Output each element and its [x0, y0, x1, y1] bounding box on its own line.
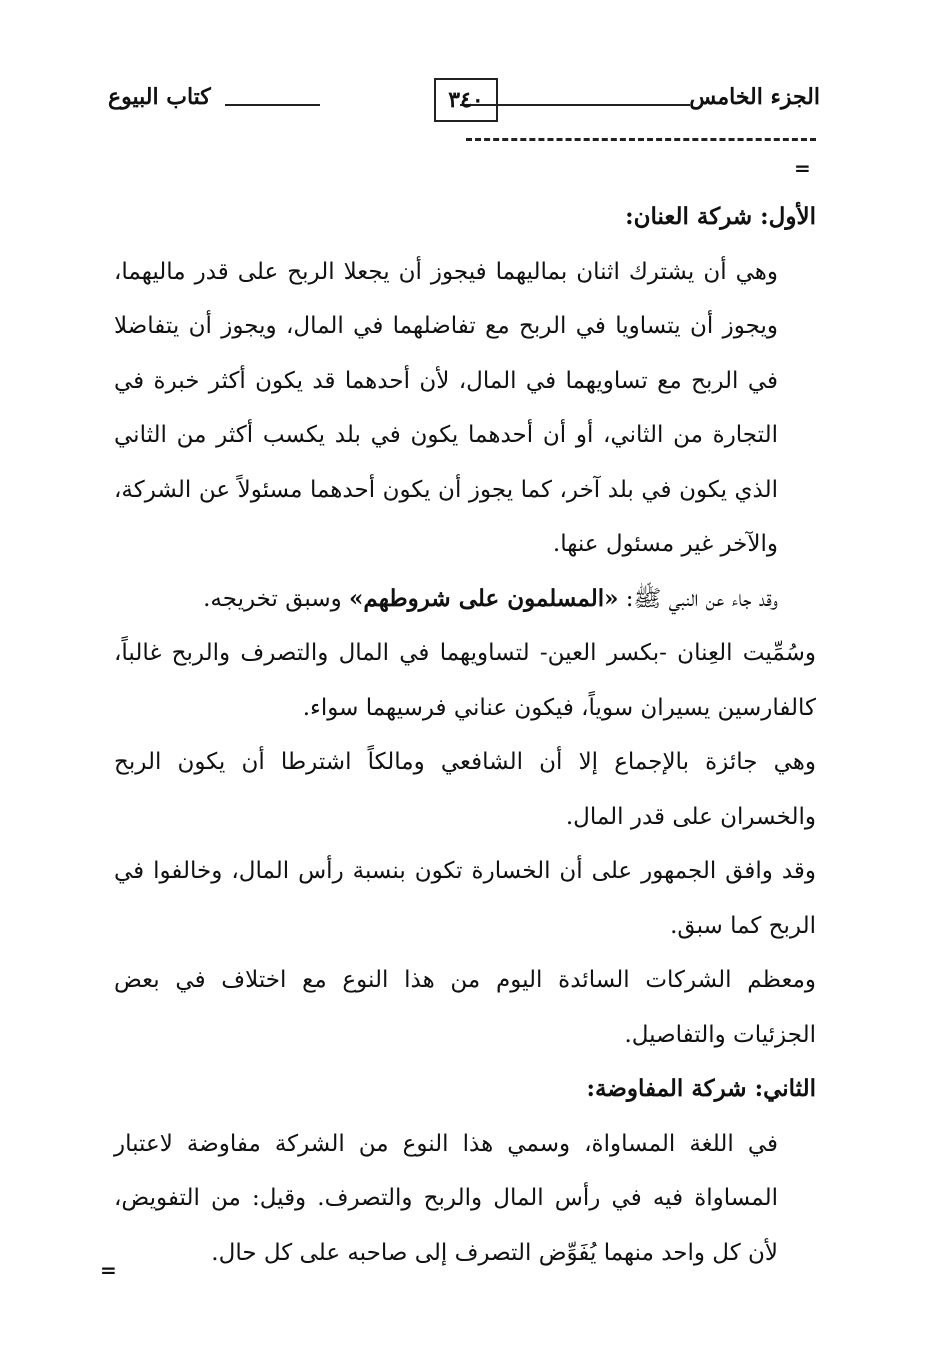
section-heading-mufawada: الثاني: شركة المفاوضة:	[586, 1075, 816, 1102]
paragraph: وهي أن يشترك اثنان بماليهما فيجوز أن يجعلا الربح على قدر ماليهما، ويجوز أن يتساويا في الربح مع تفاضلهما في المال، ويجوز أن يتفاضلا في الربح مع تساويهما في المال، لأن أحدهما قد يكون أكثر خبرة في التجارة من الثاني، أو أن أحدهما يكون في بلد يكسب أكثر من الثاني الذي يكون في بلد آخر، كما يجوز أن يكون أحدهما مسئولاً عن الشركة، والآخر غير مسئول عنها.	[114, 258, 778, 557]
paragraph: وهي جائزة بالإجماع إلا أن الشافعي ومالكاً اشترطا أن يكون الربح والخسران على قدر المال.	[114, 749, 816, 830]
header-rule-left	[225, 104, 320, 106]
paragraph: وقد وافق الجمهور على أن الخسارة تكون بنسبة رأس المال، وخالفوا في الربح كما سبق.	[114, 858, 816, 939]
page-number: ٣٤٠	[434, 78, 498, 122]
page-body	[114, 190, 816, 1280]
part-label: الجزء الخامس	[689, 84, 820, 110]
paragraph-hadith	[114, 572, 816, 627]
paragraph: ومعظم الشركات السائدة اليوم من هذا النوع مع اختلاف في بعض الجزئيات والتفاصيل.	[114, 967, 816, 1048]
continuation-mark-top: =	[794, 156, 811, 180]
continuation-mark-bottom: =	[100, 1258, 117, 1282]
paragraph: في اللغة المساواة، وسمي هذا النوع من الشركة مفاوضة لاعتبار المساواة فيه في رأس المال والربح والتصرف. وقيل: من التفويض، لأن كل واحد منهما يُفَوِّض التصرف إلى صاحبه على كل حال.	[114, 1130, 778, 1266]
hadith-intro: وقد جاء عن النبي ﷺ:	[618, 585, 778, 612]
dashed-separator	[466, 138, 816, 141]
section-heading-inan: الأول: شركة العنان:	[625, 203, 816, 230]
page-header	[100, 78, 820, 122]
paragraph: وسُمِّيت العِنان -بكسر العين- لتساويهما في المال والتصرف والربح غالباً، كالفارسين يسيران سوياً، فيكون عناني فرسيهما سواء.	[114, 640, 816, 721]
hadith-quote: «المسلمون على شروطهم»	[349, 584, 619, 612]
book-title: كتاب البيوع	[108, 84, 211, 110]
hadith-note: وسبق تخريجه.	[203, 585, 350, 612]
